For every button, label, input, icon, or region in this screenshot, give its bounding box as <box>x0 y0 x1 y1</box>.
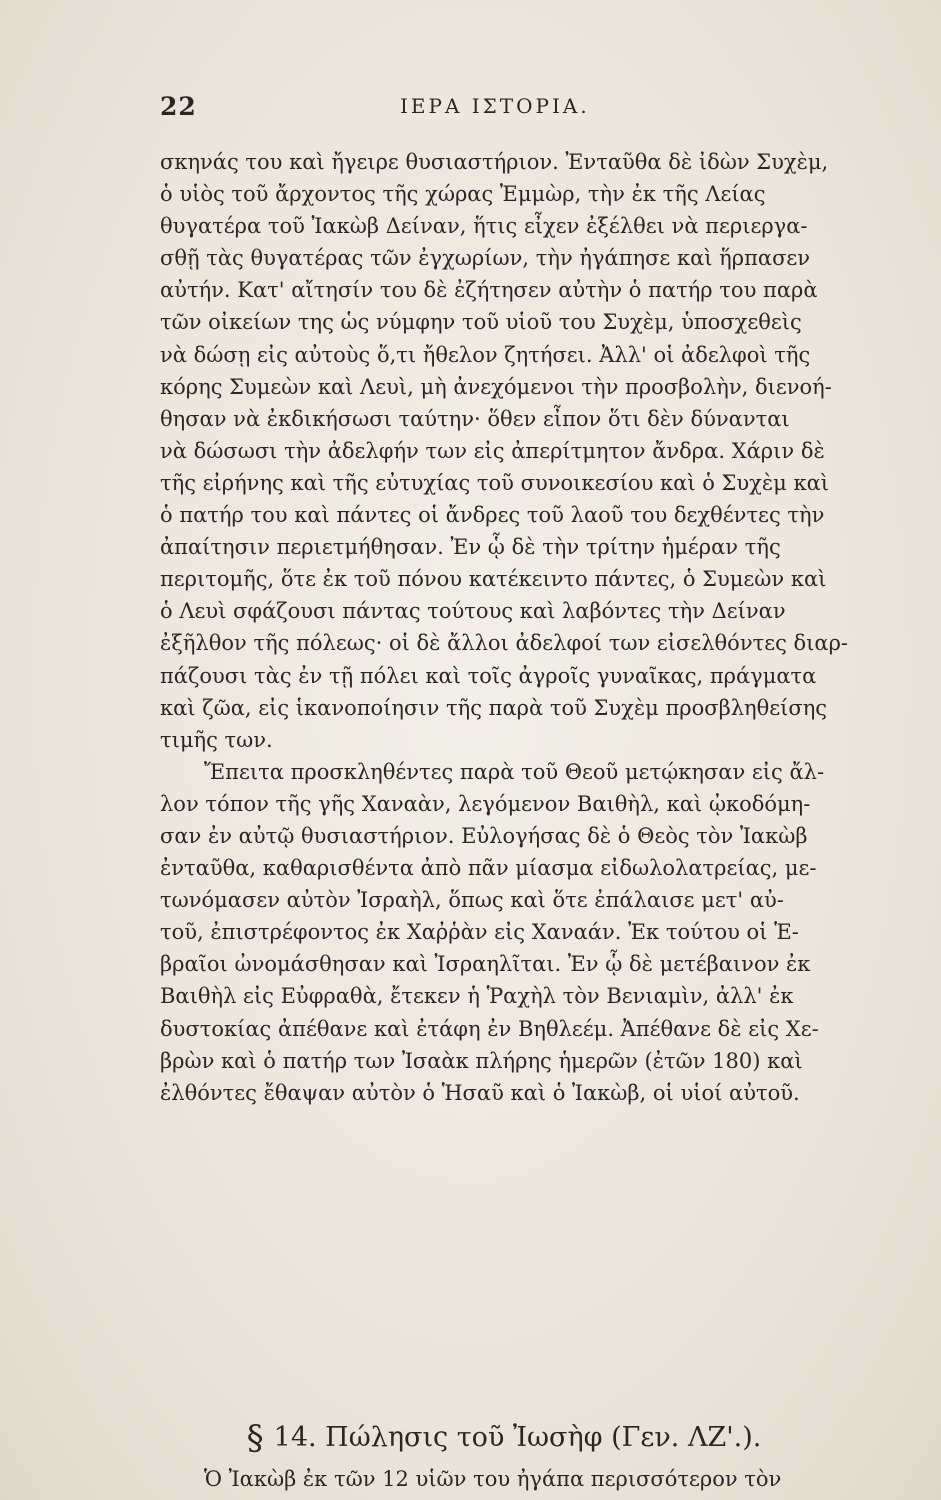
text-line: λον τόπον τῆς γῆς Χαναὰν, λεγόμενον Βαιθὴλ, καὶ ᾠκοδόμη- <box>160 791 811 816</box>
text-line: ἐλθόντες ἔθαψαν αὐτὸν ὁ Ἡσαῦ καὶ ὁ Ἰακὼβ, οἱ υἱοί αὐτοῦ. <box>160 1080 800 1105</box>
text-line: νὰ δώσωσι τὴν ἀδελφήν των εἰς ἀπερίτμητον ἄνδρα. Χάριν δὲ <box>160 438 825 463</box>
text-line: ὁ Λευὶ σφάζουσι πάντας τούτους καὶ λαβόντες τὴν Δείναν <box>160 599 786 624</box>
page-number: 22 <box>160 92 197 121</box>
section-symbol: § <box>246 1418 264 1458</box>
text-line: ἐξῆλθον τῆς πόλεως· οἱ δὲ ἄλλοι ἀδελφοί των εἰσελθόντες διαρ- <box>160 631 848 656</box>
text-line: πάζουσι τὰς ἐν τῇ πόλει καὶ τοῖς ἀγροῖς γυναῖκας, πράγματα <box>160 663 817 688</box>
section-title: 14. Πώλησις τοῦ Ἰωσὴφ (Γεν. ΛΖ'.). <box>273 1422 762 1453</box>
text-line: τῆς εἰρήνης καὶ τῆς εὐτυχίας τοῦ συνοικεσίου καὶ ὁ Συχὲμ καὶ <box>160 470 830 495</box>
page-header <box>160 92 840 128</box>
text-line: τιμῆς των. <box>160 727 273 752</box>
text-line: ἀπαίτησιν περιετμήθησαν. Ἐν ᾧ δὲ τὴν τρίτην ἡμέραν τῆς <box>160 535 781 560</box>
text-line: Βαιθὴλ εἰς Εὐφραθὰ, ἔτεκεν ἡ Ῥαχὴλ τὸν Βενιαμὶν, ἀλλ' ἐκ <box>160 984 794 1009</box>
section-heading <box>160 1418 848 1458</box>
text-line: σθῇ τὰς θυγατέρας τῶν ἐγχωρίων, τὴν ἠγάπησε καὶ ἥρπασεν <box>160 246 811 271</box>
text-line: ἐνταῦθα, καθαρισθέντα ἀπὸ πᾶν μίασμα εἰδωλολατρείας, με- <box>160 856 817 881</box>
text-line: βραῖοι ὠνομάσθησαν καὶ Ἰσραηλῖται. Ἐν ᾧ δὲ μετέβαινον ἐκ <box>160 952 811 977</box>
text-line: Ὁ Ἰακὼβ ἐκ τῶν 12 υἱῶν του ἠγάπα περισσότερον τὸν <box>204 1467 782 1491</box>
text-line: κόρης Συμεὼν καὶ Λευὶ, μὴ ἀνεχόμενοι τὴν προσβολὴν, διενοή- <box>160 374 832 399</box>
text-line: τοῦ, ἐπιστρέφοντος ἐκ Χαῤῥὰν εἰς Χαναάν. Ἐκ τούτου οἱ Ἑ- <box>160 920 799 945</box>
text-line: θυγατέρα τοῦ Ἰακὼβ Δείναν, ἥτις εἶχεν ἐξέλθει νὰ περιεργα- <box>160 214 808 239</box>
text-line: τῶν οἰκείων της ὡς νύμφην τοῦ υἱοῦ του Συχὲμ, ὑποσχεθεὶς <box>160 310 802 335</box>
text-line: ὁ υἱὸς τοῦ ἄρχοντος τῆς χώρας Ἐμμὼρ, τὴν ἐκ τῆς Λείας <box>160 182 766 207</box>
text-line: αὐτήν. Κατ' αἴτησίν του δὲ ἐζήτησεν αὐτὴν ὁ πατήρ του παρὰ <box>160 278 818 303</box>
text-line: ὁ πατήρ του καὶ πάντες οἱ ἄνδρες τοῦ λαοῦ του δεχθέντες τὴν <box>160 503 825 528</box>
text-line: νὰ δώσῃ εἰς αὐτοὺς ὅ,τι ἤθελον ζητήσει. Ἀλλ' οἱ ἀδελφοὶ τῆς <box>160 342 811 367</box>
running-head: ΙΕΡΑ ΙΣΤΟΡΙΑ. <box>400 94 590 118</box>
text-line: σαν ἐν αὐτῷ θυσιαστήριον. Εὐλογήσας δὲ ὁ Θεὸς τὸν Ἰακὼβ <box>160 823 808 848</box>
text-line: περιτομῆς, ὅτε ἐκ τοῦ πόνου κατέκειντο πάντες, ὁ Συμεὼν καὶ <box>160 567 827 592</box>
text-line: σκηνάς του καὶ ἤγειρε θυσιαστήριον. Ἐνταῦθα δὲ ἰδὼν Συχὲμ, <box>160 150 829 174</box>
text-line: δυστοκίας ἀπέθανε καὶ ἐτάφη ἐν Βηθλεέμ. Ἀπέθανε δὲ εἰς Χε- <box>160 1016 819 1041</box>
text-line: καὶ ζῶα, εἰς ἱκανοποίησιν τῆς παρὰ τοῦ Συχὲμ προσβληθείσης <box>160 695 828 720</box>
body-text <box>160 146 848 1109</box>
text-line: τωνόμασεν αὐτὸν Ἰσραὴλ, ὅπως καὶ ὅτε ἐπάλαισε μετ' αὐ- <box>160 888 784 913</box>
text-line: Ἔπειτα προσκληθέντες παρὰ τοῦ Θεοῦ μετῴκησαν εἰς ἄλ- <box>204 759 825 784</box>
text-line: θησαν νὰ ἐκδικήσωσι ταύτην· ὅθεν εἶπον ὅτι δὲν δύνανται <box>160 406 790 431</box>
text-line: βρὼν καὶ ὁ πατήρ των Ἰσαὰκ πλήρης ἡμερῶν (ἐτῶν 180) καὶ <box>160 1048 803 1073</box>
